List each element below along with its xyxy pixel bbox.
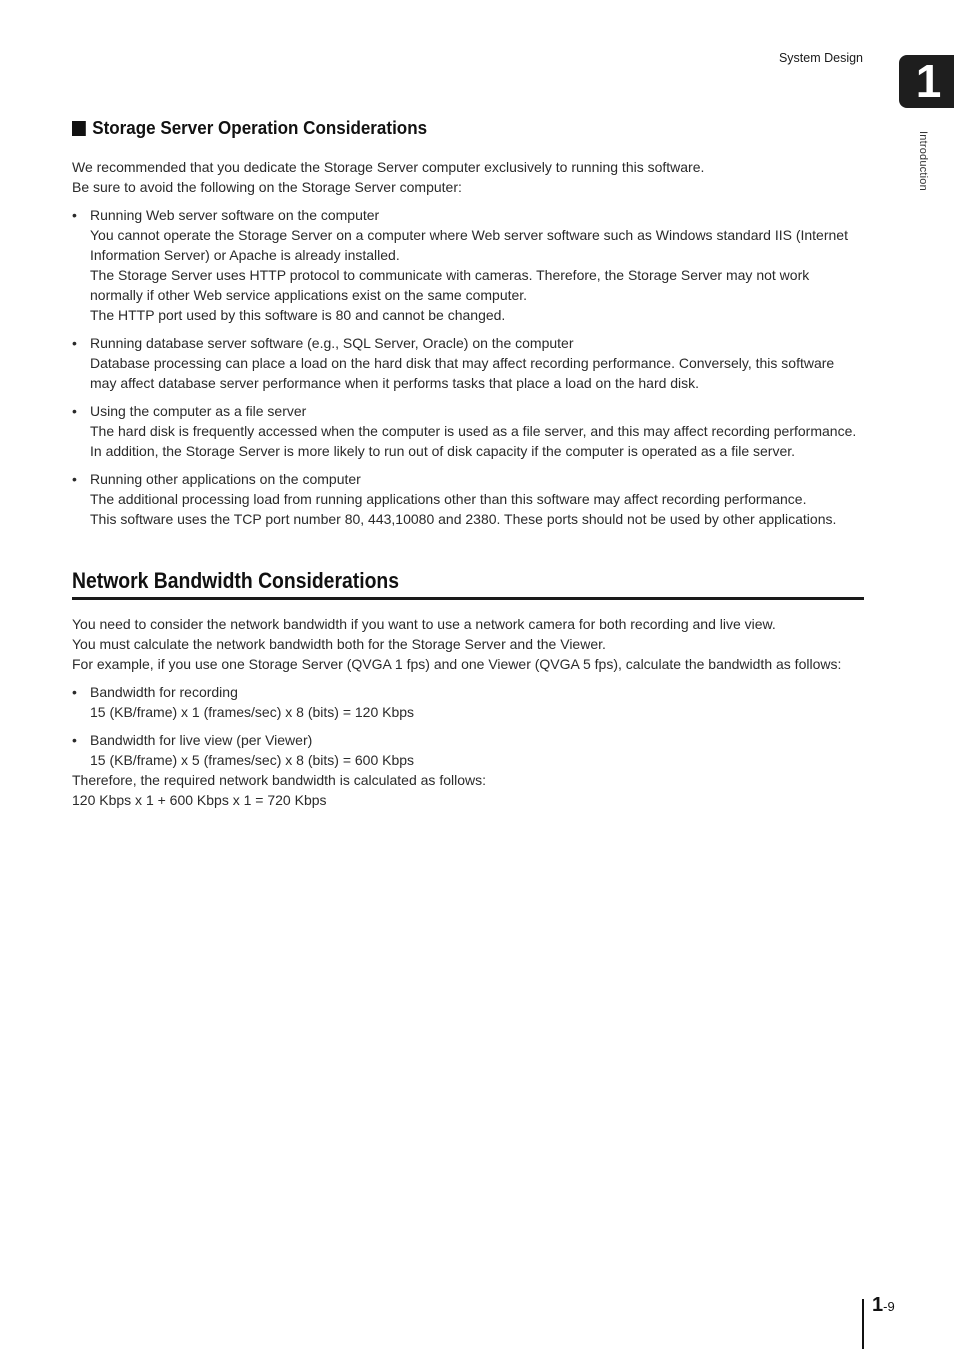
paragraph: Therefore, the required network bandwidth is calculated as follows: bbox=[72, 772, 486, 788]
side-label-text: Introduction bbox=[917, 131, 929, 191]
list-item-text: You cannot operate the Storage Server on a computer where Web server software such as Windows standard IIS (Internet Information Server) or Apache is already installed. bbox=[90, 227, 848, 263]
list-item bbox=[72, 333, 864, 393]
section-intro bbox=[72, 157, 864, 197]
list-item-text: Database processing can place a load on the hard disk that may affect recording performance. Conversely, this software may affect database server performance when it performs tasks that place a load on the hard disk. bbox=[90, 355, 835, 391]
paragraph: For example, if you use one Storage Server (QVGA 1 fps) and one Viewer (QVGA 5 fps), calculate the bandwidth as follows: bbox=[72, 656, 842, 672]
section-intro bbox=[72, 614, 864, 674]
bandwidth-list bbox=[72, 682, 864, 770]
section-heading-text: Storage Server Operation Considerations bbox=[92, 117, 428, 138]
bullet-icon: • bbox=[72, 207, 77, 223]
list-item-text: 15 (KB/frame) x 5 (frames/sec) x 8 (bits) = 600 Kbps bbox=[90, 752, 415, 768]
section-heading-network bbox=[72, 567, 864, 600]
list-item-text: This software uses the TCP port number 80, 443,10080 and 2380. These ports should not be used by other applications. bbox=[90, 511, 837, 527]
list-item-title: Bandwidth for recording bbox=[90, 684, 238, 700]
list-item-text: The hard disk is frequently accessed when the computer is used as a file server, and this may affect recording performance. In addition, the Storage Server is more likely to run out of disk capacity if the computer is operated as a file server. bbox=[90, 423, 857, 459]
bullet-icon: • bbox=[72, 732, 77, 748]
list-item-text: The additional processing load from running applications other than this software may affect recording performance. bbox=[90, 491, 807, 507]
list-item bbox=[72, 730, 864, 770]
bullet-icon: • bbox=[72, 684, 77, 700]
running-header: System Design bbox=[778, 51, 863, 65]
list-item bbox=[72, 205, 864, 325]
list-item-title: Running database server software (e.g., SQL Server, Oracle) on the computer bbox=[90, 335, 574, 351]
list-item bbox=[72, 401, 864, 461]
list-item-title: Bandwidth for live view (per Viewer) bbox=[90, 732, 313, 748]
bullet-icon: • bbox=[72, 403, 77, 419]
paragraph: We recommended that you dedicate the Storage Server computer exclusively to running this software. bbox=[72, 159, 705, 175]
paragraph: You must calculate the network bandwidth both for the Storage Server and the Viewer. bbox=[72, 636, 606, 652]
paragraph: Be sure to avoid the following on the Storage Server computer: bbox=[72, 179, 462, 195]
list-item bbox=[72, 682, 864, 722]
chapter-tab: 1 bbox=[899, 55, 954, 108]
network-section-body bbox=[72, 614, 864, 810]
section-heading-text: Network Bandwidth Considerations bbox=[72, 568, 400, 593]
list-item-title: Using the computer as a file server bbox=[90, 403, 307, 419]
bullet-icon: • bbox=[72, 335, 77, 351]
page-number bbox=[872, 1294, 895, 1317]
page-index: -9 bbox=[883, 1299, 895, 1314]
square-bullet-icon bbox=[72, 121, 86, 136]
list-item-text: The HTTP port used by this software is 80 and cannot be changed. bbox=[90, 307, 506, 323]
list-item-title: Running other applications on the computer bbox=[90, 471, 361, 487]
list-item-title: Running Web server software on the computer bbox=[90, 207, 380, 223]
footer-rule bbox=[862, 1299, 864, 1349]
list-item bbox=[72, 469, 864, 529]
consideration-list bbox=[72, 205, 864, 529]
paragraph: 120 Kbps x 1 + 600 Kbps x 1 = 720 Kbps bbox=[72, 792, 327, 808]
section-heading-storage bbox=[72, 116, 801, 140]
bullet-icon: • bbox=[72, 471, 77, 487]
side-section-label bbox=[917, 131, 937, 211]
list-item-text: The Storage Server uses HTTP protocol to communicate with cameras. Therefore, the Storage Server may not work normally if other Web service applications exist on the same computer. bbox=[90, 267, 810, 303]
page-chapter: 1 bbox=[872, 1294, 884, 1316]
list-item-text: 15 (KB/frame) x 1 (frames/sec) x 8 (bits) = 120 Kbps bbox=[90, 704, 415, 720]
page-content bbox=[72, 116, 864, 810]
paragraph: You need to consider the network bandwidth if you want to use a network camera for both recording and live view. bbox=[72, 616, 776, 632]
